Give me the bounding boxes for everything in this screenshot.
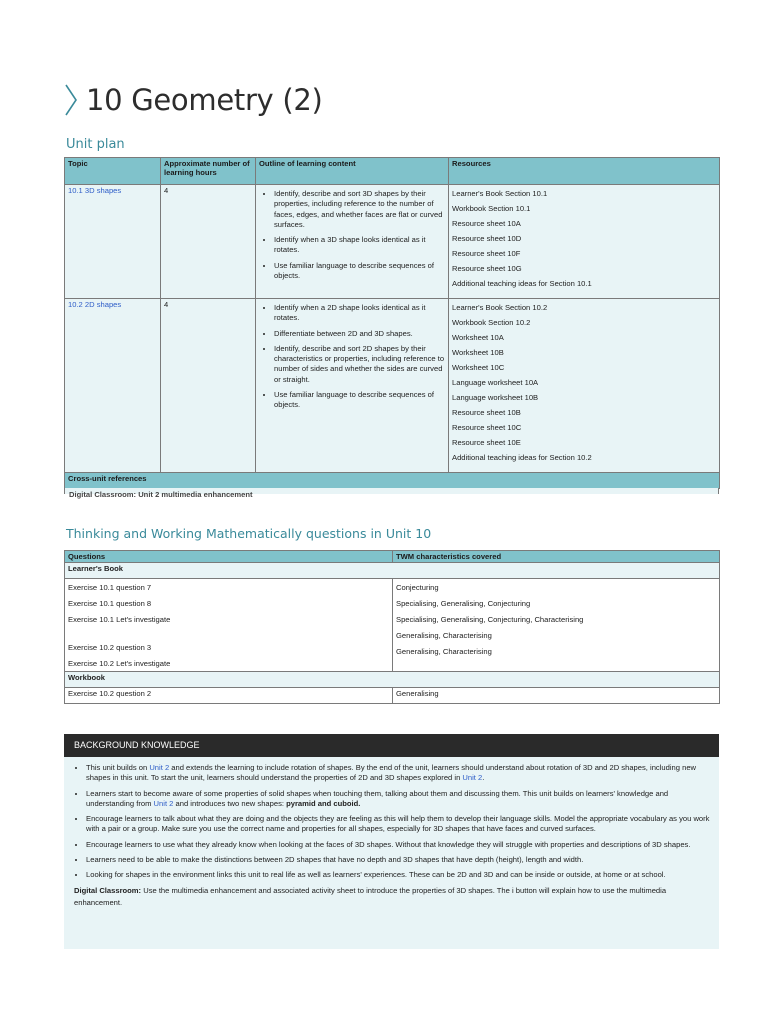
resource-item: Worksheet 10C <box>452 363 505 372</box>
resource-item: Resource sheet 10F <box>452 249 521 258</box>
characteristic-cell: Specialising, Generalising, Conjecturing, Characterising <box>396 615 584 624</box>
question-cell: Exercise 10.2 question 3 <box>68 643 152 652</box>
resources-cell <box>449 299 720 473</box>
characteristic-cell: Generalising, Characterising <box>396 647 492 656</box>
outline-item: • Use familiar language to describe sequences of objects. <box>274 390 445 411</box>
outline-item: • Identify, describe and sort 3D shapes by their properties, including reference to the number of faces, edges, and whether faces are flat or curved surfaces. <box>274 189 445 230</box>
outline-item: • Differentiate between 2D and 3D shapes. <box>274 329 445 339</box>
background-item: • Encourage learners to use what they already know when looking at the faces of 3D shapes. Without that knowledge they will struggle with properties and descriptions of 3D shapes. <box>86 840 713 850</box>
twm-heading: Thinking and Working Mathematically questions in Unit 10 <box>66 526 432 541</box>
resource-item: Workbook Section 10.1 <box>452 204 531 213</box>
table-row <box>65 688 720 704</box>
table-row <box>65 579 720 672</box>
hours-cell: 4 <box>161 185 256 299</box>
resource-item: Resource sheet 10C <box>452 423 522 432</box>
header-characteristics: TWM characteristics covered <box>393 551 720 563</box>
unit-link[interactable]: Unit 2 <box>149 763 170 772</box>
unit-plan-heading: Unit plan <box>66 137 125 152</box>
unit-plan-table <box>64 157 720 489</box>
header-resources: Resources <box>449 158 720 185</box>
characteristic-cell: Generalising, Characterising <box>396 631 492 640</box>
resource-item: Resource sheet 10D <box>452 234 522 243</box>
table-row <box>65 185 720 299</box>
resource-item: Resource sheet 10G <box>452 264 522 273</box>
header-questions: Questions <box>65 551 393 563</box>
characteristic-cell: Conjecturing <box>396 583 439 592</box>
question-cell: Exercise 10.1 Let's investigate <box>68 615 171 624</box>
resource-item: Worksheet 10B <box>452 348 504 357</box>
background-item: • Looking for shapes in the environment links this unit to real life as well as learners' experiences. These can be 2D and 3D and can be inside or outside, at home or at school. <box>86 870 713 880</box>
background-knowledge-panel <box>64 757 719 949</box>
topic-link[interactable]: 10.1 3D shapes <box>68 186 122 195</box>
resource-item: Language worksheet 10A <box>452 378 539 387</box>
learners-book-section: Learner's Book <box>65 563 720 579</box>
chevron-right-icon <box>64 83 78 117</box>
resource-item: Resource sheet 10E <box>452 438 521 447</box>
header-hours: Approximate number of learning hours <box>161 158 256 185</box>
outline-item: • Identify when a 3D shape looks identical as it rotates. <box>274 235 445 256</box>
resource-item: Learner's Book Section 10.2 <box>452 303 548 312</box>
page-title-row <box>64 80 323 120</box>
cross-unit-references-header: Cross-unit references <box>65 473 720 489</box>
background-item: • This unit builds on Unit 2 and extends the learning to include rotation of shapes. By the end of the unit, learners should understand about rotation of 3D and 2D shapes, including new shapes in this unit. To start the unit, learners should understand the properties of 2D and 3D shapes explored in Unit 2. <box>86 763 713 784</box>
topic-link[interactable]: 10.2 2D shapes <box>68 300 122 309</box>
background-item: • Learners start to become aware of some properties of solid shapes when touching them, talking about them and discussing them. This unit builds on learners' knowledge and understanding from Unit 2 and introduces two new shapes: pyramid and cuboid. <box>86 789 713 810</box>
outline-item: • Use familiar language to describe sequences of objects. <box>274 261 445 282</box>
resource-item: Workbook Section 10.2 <box>452 318 531 327</box>
question-cell: Exercise 10.1 question 7 <box>68 583 152 592</box>
page-title: 10 Geometry (2) <box>86 83 323 117</box>
unit-link[interactable]: Unit 2 <box>153 798 174 808</box>
twm-table <box>64 550 720 704</box>
outline-item: • Identify, describe and sort 2D shapes by their characteristics or properties, including reference to number of sides and whether the sides are curved or straight. <box>274 344 445 385</box>
question-cell: Exercise 10.2 Let's investigate <box>68 659 171 668</box>
digital-classroom-note: Digital Classroom: Use the multimedia enhancement and associated activity sheet to introduce the properties of 3D shapes. The i button will explain how to use the multimedia enhancement. <box>74 886 667 907</box>
header-outline: Outline of learning content <box>256 158 449 185</box>
resource-item: Additional teaching ideas for Section 10.1 <box>452 279 592 288</box>
resource-item: Learner's Book Section 10.1 <box>452 189 548 198</box>
question-cell: Exercise 10.2 question 2 <box>65 688 393 704</box>
outline-cell <box>256 299 449 473</box>
unit-link[interactable]: Unit 2 <box>462 773 483 783</box>
resource-item: Worksheet 10A <box>452 333 504 342</box>
question-cell: Exercise 10.1 question 8 <box>68 599 152 608</box>
characteristic-cell: Generalising <box>393 688 720 704</box>
resource-item: Resource sheet 10B <box>452 408 521 417</box>
resource-item: Language worksheet 10B <box>452 393 539 402</box>
background-knowledge-header: BACKGROUND KNOWLEDGE <box>64 734 719 757</box>
resource-item: Resource sheet 10A <box>452 219 521 228</box>
hours-cell: 4 <box>161 299 256 473</box>
background-item: • Encourage learners to talk about what they are doing and the objects they are feeling as this will help them to develop their language skills. Model the appropriate vocabulary as you work with a pair or a group. Make sure you use the correct name and properties for all shapes, especially for 3D shapes that have faces and curved surfaces. <box>86 814 713 835</box>
resource-item: Additional teaching ideas for Section 10.2 <box>452 453 592 462</box>
outline-item: • Identify when a 2D shape looks identical as it rotates. <box>274 303 445 324</box>
resources-cell <box>449 185 720 299</box>
workbook-section: Workbook <box>65 672 720 688</box>
table-row <box>65 299 720 473</box>
background-item: • Learners need to be able to make the distinctions between 2D shapes that have no depth and 3D shapes that have depth (height), length and width. <box>86 855 713 865</box>
cross-unit-cut-off-row: Digital Classroom: Unit 2 multimedia enhancement <box>64 488 719 494</box>
outline-cell <box>256 185 449 299</box>
header-topic: Topic <box>65 158 161 185</box>
characteristic-cell: Specialising, Generalising, Conjecturing <box>396 599 531 608</box>
